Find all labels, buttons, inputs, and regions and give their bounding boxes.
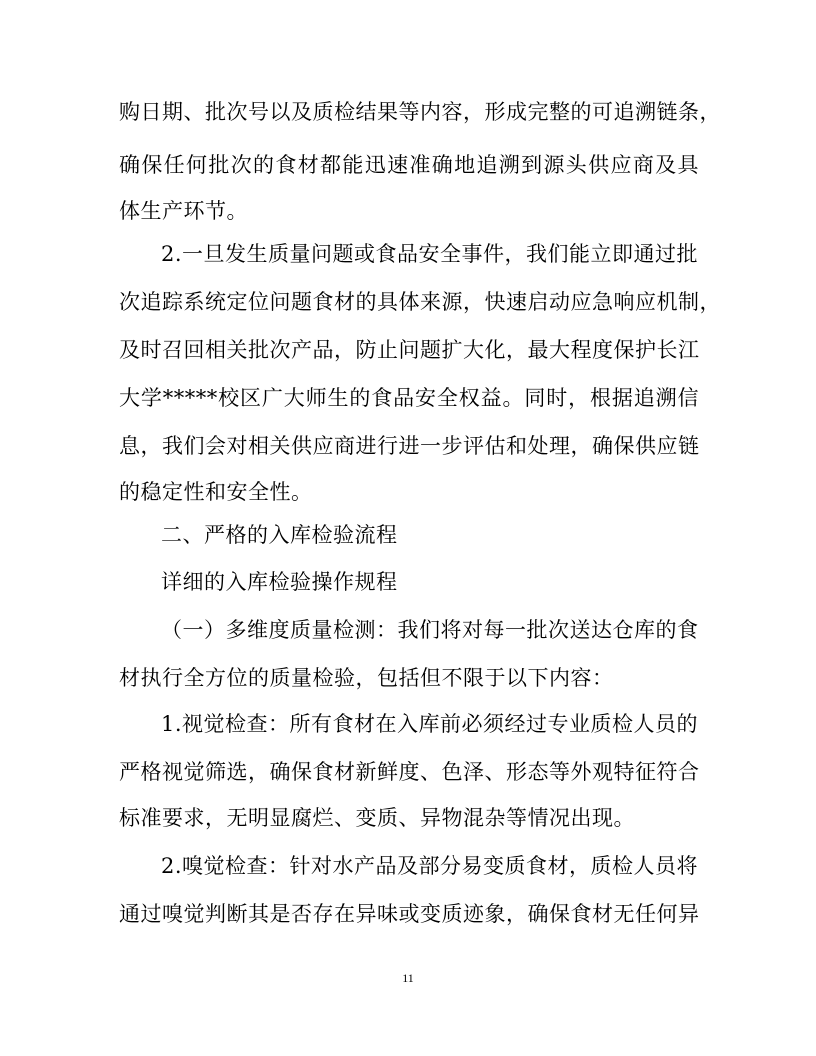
body-text-line: 标准要求，无明显腐烂、变质、异物混杂等情况出现。	[119, 806, 635, 830]
body-text-line: 息，我们会对相关供应商进行进一步评估和处理，确保供应链	[119, 434, 700, 458]
page-number: 11	[402, 971, 414, 985]
body-text-line: 及时召回相关批次产品，防止问题扩大化，最大程度保护长江	[119, 338, 700, 362]
body-text-line: 体生产环节。	[119, 199, 248, 223]
body-text-line: 严格视觉筛选，确保食材新鲜度、色泽、形态等外观特征符合	[119, 760, 700, 784]
body-text-line: 大学*****校区广大师生的食品安全权益。同时，根据追溯信	[119, 386, 699, 410]
body-text-line: 通过嗅觉判断其是否存在异味或变质迹象，确保食材无任何异	[119, 902, 700, 926]
paragraph-start-line: 2.一旦发生质量问题或食品安全事件，我们能立即通过批	[161, 242, 699, 266]
paragraph-start-line: 1.视觉检查：所有食材在入库前必须经过专业质检人员的	[161, 712, 699, 736]
subsection-heading: 详细的入库检验操作规程	[161, 570, 398, 594]
paragraph-start-line: （一）多维度质量检测：我们将对每一批次送达仓库的食	[161, 618, 699, 642]
paragraph-start-line: 2.嗅觉检查：针对水产品及部分易变质食材，质检人员将	[161, 854, 699, 878]
section-heading: 二、严格的入库检验流程	[161, 523, 398, 547]
body-text-line: 确保任何批次的食材都能迅速准确地追溯到源头供应商及具	[119, 153, 699, 177]
body-text-line: 的稳定性和安全性。	[119, 480, 313, 504]
body-text-line: 次追踪系统定位问题食材的具体来源，快速启动应急响应机制，	[119, 290, 721, 314]
body-text-line: 材执行全方位的质量检验，包括但不限于以下内容：	[119, 666, 614, 690]
body-text-line: 购日期、批次号以及质检结果等内容，形成完整的可追溯链条，	[119, 100, 721, 124]
